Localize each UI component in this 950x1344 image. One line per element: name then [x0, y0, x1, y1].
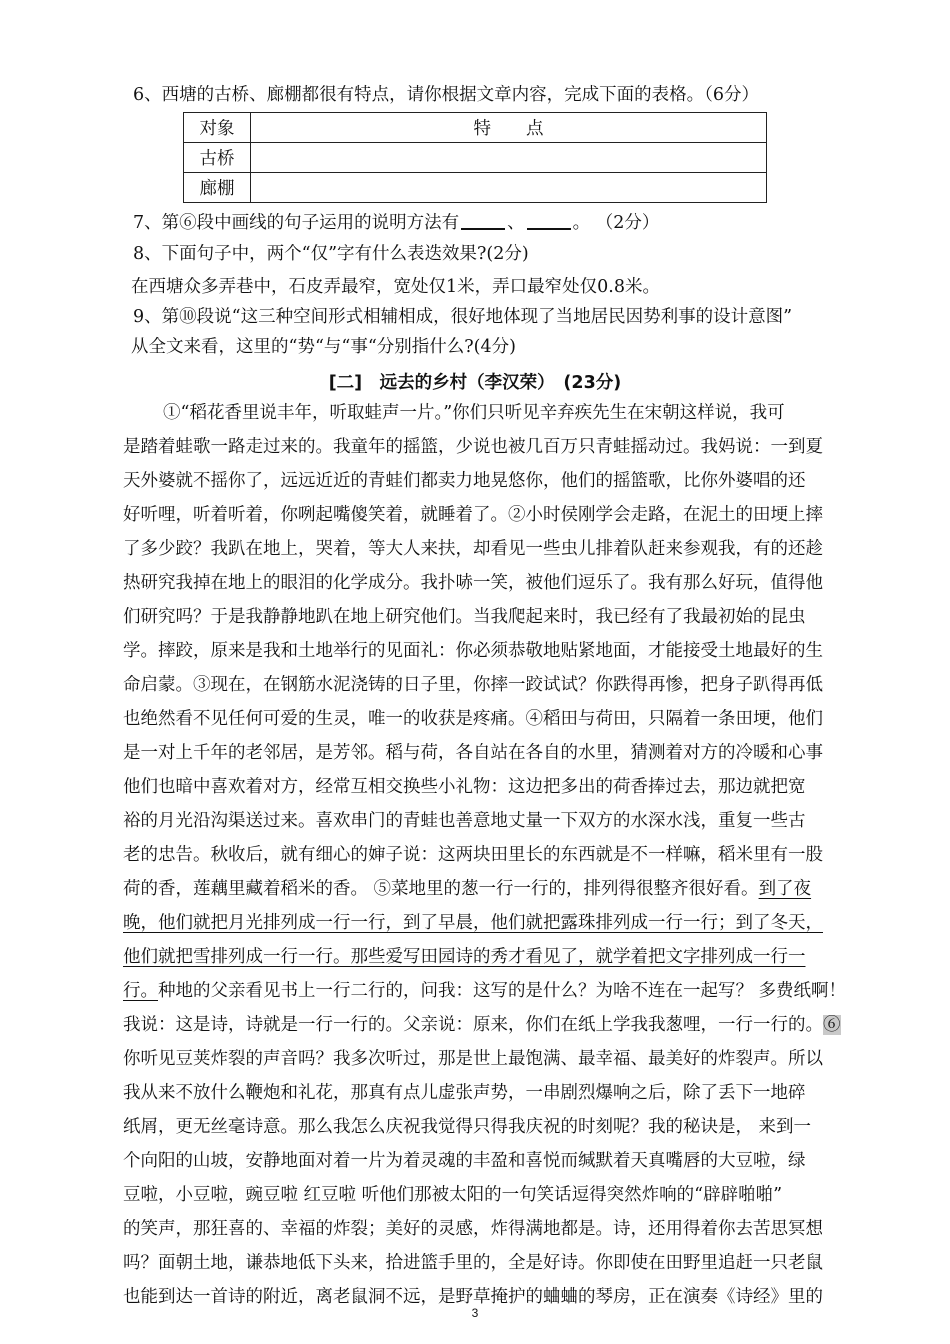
answer-blank [461, 211, 505, 231]
passage-line: 豆啦，小豆啦，豌豆啦 红豆啦 听他们那被太阳的一句笑话逗得突然炸响的“辟辟啪啪” [123, 1185, 783, 1205]
passage-line: 的笑声，那狂喜的、幸福的炸裂；美好的灵感，炸得满地都是。诗，还用得着你去苦思冥想 [123, 1219, 823, 1239]
table-row [184, 143, 767, 173]
passage-text: 种地的父亲看见书上一行二行的，问我：这写的是什么？为啥不连在一起写？ 多费纸啊！ [158, 981, 847, 1001]
passage-text: 也绝然看不见任何可爱的生灵，唯一的收获是疼痛。 [123, 709, 526, 729]
passage-line: 是一对上千年的老邻居，是芳邻。稻与荷，各自站在各自的水里，猜测着对方的冷暖和心事 [123, 743, 823, 763]
table-answer-cell [251, 173, 767, 203]
passage-line [123, 498, 868, 532]
passage-line: 个向阳的山坡，安静地面对着一片为着灵魂的丰盈和喜悦而缄默着天真嘴唇的大豆啦，绿 [123, 1151, 806, 1171]
table-cell-corridor: 廊棚 [184, 173, 251, 203]
passage-line: 天外婆就不摇你了，远远近近的青蛙们都卖力地晃悠你，他们的摇篮歌，比你外婆唱的还 [123, 471, 806, 491]
passage-line: 热研究我掉在地上的眼泪的化学成分。我扑哧一笑，被他们逗乐了。我有那么好玩，值得他 [123, 573, 823, 593]
paragraph-marker: ⑥ [823, 1015, 841, 1035]
table-cell-bridge: 古桥 [184, 143, 251, 173]
passage-line: 我从来不放什么鞭炮和礼花，那真有点儿虚张声势，一串剧烈爆响之后，除了丢下一地碎 [123, 1083, 806, 1103]
passage-text: ④稻田与荷田，只隔着一条田埂，他们 [525, 709, 823, 729]
passage-line: 也能到达一首诗的附近，离老鼠洞不远，是野草掩护的蛐蛐的琴房，正在演奏《诗经》里的 [123, 1287, 823, 1307]
question-7-end: 。 （2分） [572, 213, 660, 233]
passage-line: 学。摔跤，原来是我和土地举行的见面礼：你必须恭敬地贴紧地面，才能接受土地最好的生 [123, 641, 823, 661]
table-answer-cell [251, 143, 767, 173]
passage-line: 们研究吗？于是我静静地趴在地上研究他们。当我爬起来时，我已经有了我最初始的昆虫 [123, 607, 806, 627]
answer-blank [527, 211, 571, 231]
passage-line: 吗？面朝土地，谦恭地低下头来，拾进篮手里的，全是好诗。你即使在田野里追赶一只老鼠 [123, 1253, 823, 1273]
passage-line: 你听见豆荚炸裂的声音吗？我多次听过，那是世上最饱满、最幸福、最美好的炸裂声。所以 [123, 1049, 823, 1069]
passage-line: 纸屑，更无丝毫诗意。那么我怎么庆祝我觉得只得我庆祝的时刻呢？我的秘诀是， 来到一 [123, 1117, 812, 1137]
underlined-line: 他们就把雪排列成一行一行。那些爱写田园诗的秀才看见了，就学着把文字排列成一行一 [123, 947, 806, 967]
question-8-sentence: 在西塘众多弄巷中，石皮弄最窄，宽处仅1米，弄口最窄处仅0.8米。 [131, 277, 660, 297]
page-number: 3 [471, 1306, 479, 1320]
question-9-line2: 从全文来看，这里的“势“与“事“分别指什么?(4分) [131, 337, 516, 357]
question-6: 6、西塘的古桥、廊棚都很有特点，请你根据文章内容，完成下面的表格。（6分） [133, 85, 760, 105]
passage [123, 396, 868, 1314]
table-row [184, 113, 767, 143]
table-row [184, 173, 767, 203]
question-9-line1: 9、第⑩段说“这三种空间形式相辅相成，很好地体现了当地居民因势利事的设计意图” [133, 307, 793, 327]
table-header-object: 对象 [184, 113, 251, 143]
passage-line [123, 974, 868, 1008]
passage-line: ①“稻花香里说丰年，听取蛙声一片。”你们只听见辛弃疾先生在宋朝这样说，我可 [163, 403, 785, 423]
underlined-text: 到了夜 [758, 879, 812, 899]
passage-text: 荷的香，莲藕里藏着稻米的香。 ⑤菜地里的葱一行一行的，排列得很整齐很好看。 [123, 879, 759, 899]
passage-line [123, 702, 868, 736]
passage-line [123, 1008, 868, 1042]
passage-line: 老的忠告。秋收后，就有细心的婶子说：这两块田里长的东西就是不一样嘛，稻米里有一股 [123, 845, 823, 865]
underlined-text: 行。 [123, 981, 158, 1001]
passage-line: 了多少跤？我趴在地上，哭着，等大人来扶，却看见一些虫儿排着队赶来参观我，有的还趁 [123, 539, 823, 559]
passage-line [123, 872, 868, 906]
underlined-line: 晚，他们就把月光排列成一行一行，到了早晨，他们就把露珠排列成一行一行；到了冬天， [123, 913, 823, 933]
table-header-feature: 特 点 [251, 113, 767, 143]
passage-line: 是踏着蛙歌一路走过来的。我童年的摇篮，少说也被几百万只青蛙摇动过。我妈说：一到夏 [123, 437, 823, 457]
question-8: 8、下面句子中，两个“仅”字有什么表迭效果?(2分) [133, 244, 529, 264]
passage-text: 我说：这是诗，诗就是一行一行的。父亲说：原来，你们在纸上学我我葱哩，一行一行的。 [123, 1015, 823, 1035]
passage-line: 命启蒙。③现在，在钢筋水泥浇铸的日子里，你摔一跤试试？你跌得再惨，把身子趴得再低 [123, 675, 823, 695]
section-title: [二] 远去的乡村（李汉荣） (23分) [328, 373, 622, 393]
passage-text: ②小时侯刚学会走路，在泥土的田埂上摔 [508, 505, 823, 525]
question-7-text: 7、第⑥段中画线的句子运用的说明方法有 [133, 213, 460, 233]
question-7 [133, 206, 659, 240]
passage-text: 好听哩，听着听着，你咧起嘴傻笑着，就睡着了。 [123, 505, 508, 525]
question-7-sep: 、 [507, 213, 525, 233]
passage-line: 裕的月光沿沟渠送过来。喜欢串门的青蛙也善意地丈量一下双方的水深水浅，重复一些古 [123, 811, 806, 831]
feature-table [183, 112, 767, 203]
passage-line: 他们也暗中喜欢着对方，经常互相交换些小礼物：这边把多出的荷香捧过去，那边就把宽 [123, 777, 806, 797]
